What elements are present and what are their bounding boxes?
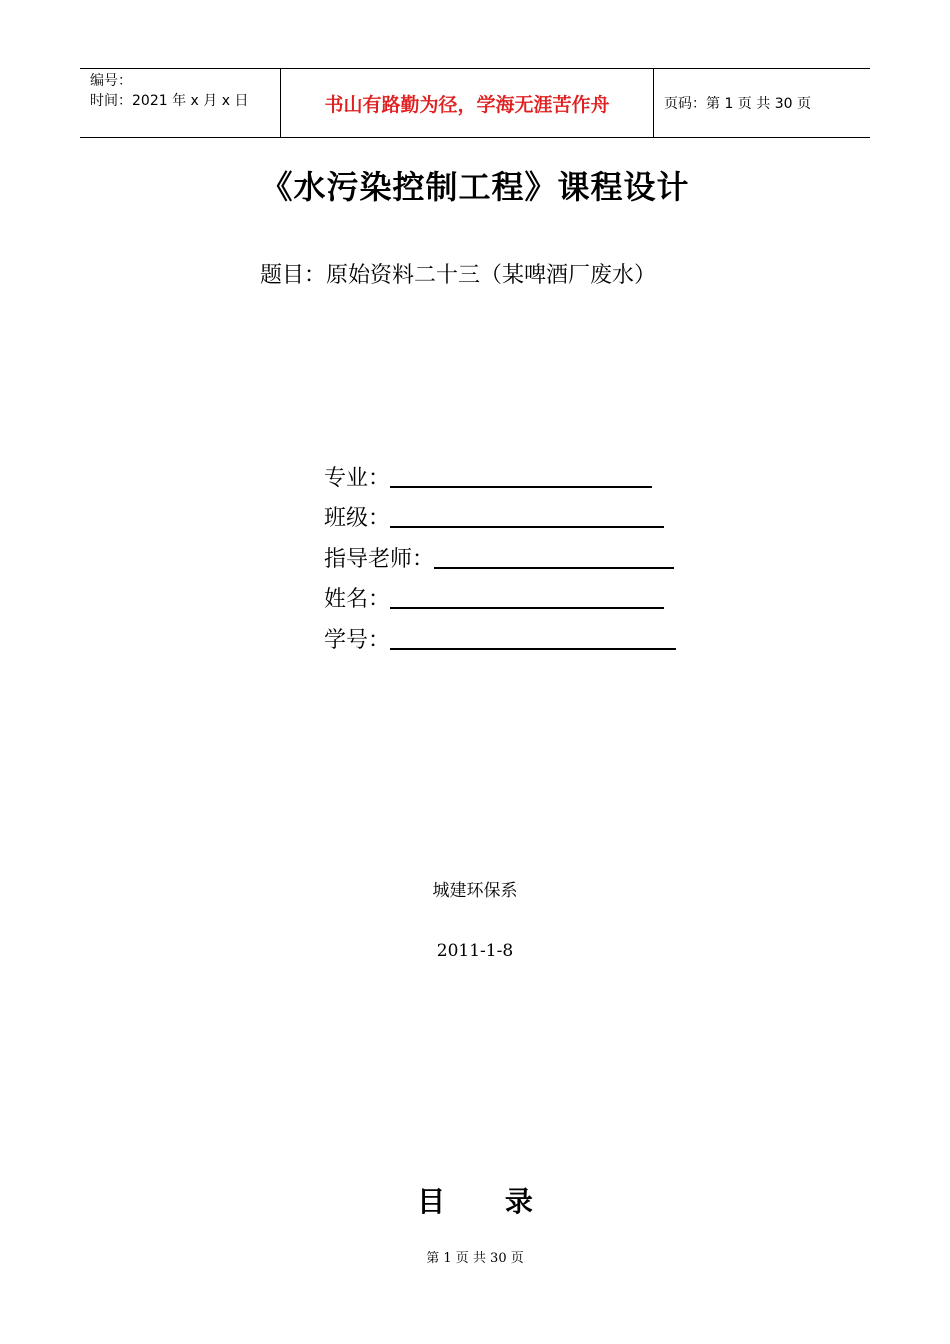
form-row-name xyxy=(324,583,664,613)
name-label: 姓名： xyxy=(324,587,391,612)
header-info-cell xyxy=(80,69,281,137)
document-number-label: 编号： xyxy=(90,73,132,89)
class-label: 班级： xyxy=(324,506,391,531)
document-subject: 题目：原始资料二十三（某啤酒厂废水） xyxy=(260,263,657,288)
header-page-info: 页码：第 1 页 共 30 页 xyxy=(664,96,811,112)
page-footer: 第 1 页 共 30 页 xyxy=(426,1251,524,1266)
major-label: 专业： xyxy=(324,466,391,491)
header-motto-cell xyxy=(281,69,654,137)
student-id-label: 学号： xyxy=(324,628,391,653)
major-fill-line xyxy=(390,485,652,488)
name-fill-line xyxy=(390,606,664,609)
advisor-fill-line xyxy=(434,566,674,569)
toc-title: 目 录 xyxy=(417,1185,533,1218)
department: 城建环保系 xyxy=(432,881,518,901)
page-header xyxy=(80,68,870,138)
form-row-advisor xyxy=(324,543,674,573)
document-title: 《水污染控制工程》课程设计 xyxy=(260,168,690,206)
form-row-major xyxy=(324,462,652,492)
document-time-label: 时间：2021 年 x 月 x 日 xyxy=(90,93,249,109)
form-row-student-id xyxy=(324,624,676,654)
header-motto: 书山有路勤为径，学海无涯苦作舟 xyxy=(324,93,610,116)
class-fill-line xyxy=(390,525,664,528)
student-id-fill-line xyxy=(390,647,676,650)
form-row-class xyxy=(324,502,664,532)
header-page-cell xyxy=(654,69,870,137)
advisor-label: 指导老师： xyxy=(324,547,435,572)
document-date: 2011-1-8 xyxy=(436,941,514,961)
